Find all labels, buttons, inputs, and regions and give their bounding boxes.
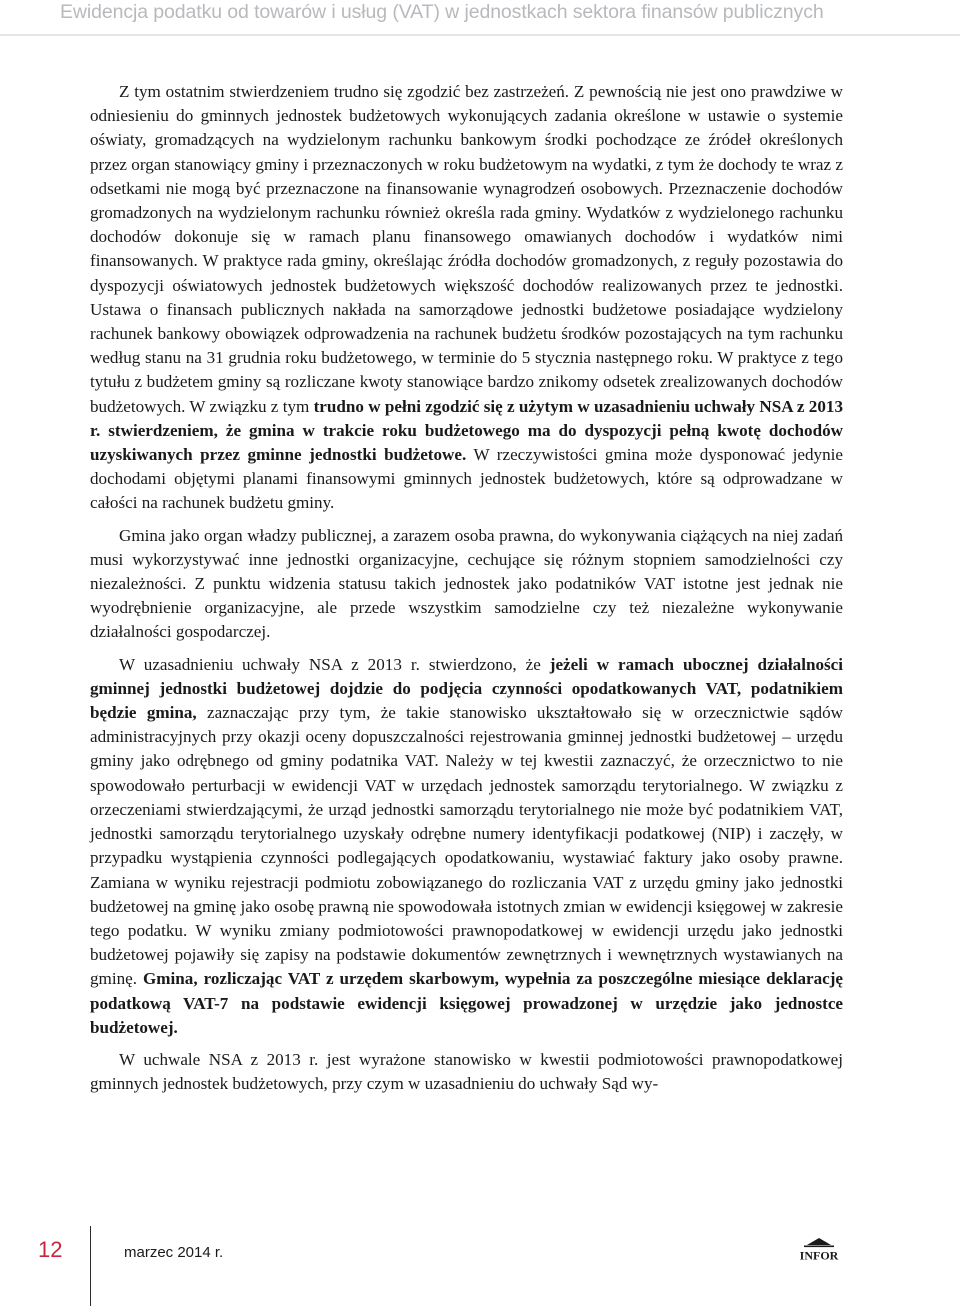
running-header-title: Ewidencja podatku od towarów i usług (VAT) w jednostkach sektora finansów publicznych [60, 1, 824, 23]
article-body [90, 80, 843, 1104]
paragraph-4-text: W uchwale NSA z 2013 r. jest wyrażone stanowisko w kwestii podmiotowości prawnopodatkowej gminnych jednostek budżetowych, przy czym w uzasadnieniu do uchwały Sąd wy- [90, 1049, 843, 1094]
paragraph-3-text-a: W uzasadnieniu uchwały NSA z 2013 r. stwierdzono, że [119, 654, 550, 674]
header-divider [0, 34, 960, 36]
paragraph-2 [90, 524, 843, 645]
paragraph-1-text-a: Z tym ostatnim stwierdzeniem trudno się zgodzić bez zastrzeżeń. Z pewnością nie jest ono prawdziwe w odniesieniu do gminnych jednostek budżetowych wykonujących zadania określone w ustawie o systemie oświaty, gromadzących na wydzielonym rachunku bankowym środki pochodzące ze źródeł określonych przez organ stanowiący gminy i przeznaczonych w roku budżetowym na wydatki, z tym że dochody te wraz z odsetkami nie mogą być przeznaczone na finansowanie wynagrodzeń osobowych. Przeznaczenie dochodów gromadzonych na wydzielonym rachunku również określa rada gminy. Wydatków z wydzielonego rachunku dochodów dokonuje się w ramach planu finansowego omawianych dochodów i wydatków nimi finansowanych. W praktyce rada gminy, określając źródła dochodów gromadzonych, z reguły pozostawia do dyspozycji oświatowych jednostek budżetowych większość dochodów realizowanych przez te jednostki. Ustawa o finansach publicznych nakłada na samorządowe jednostki budżetowe posiadające wydzielony rachunek bankowy obowiązek odprowadzenia na rachunek budżetu środków pozostających na tym rachunku według stanu na 31 grudnia roku budżetowego, w terminie do 5 stycznia następnego roku. W praktyce z tego tytułu z budżetem gminy są rozliczane kwoty stanowiące bardzo znikomy odsetek zrealizowanych dochodów budżetowych. W związku z tym [90, 82, 843, 416]
footer-divider [90, 1226, 91, 1306]
paragraph-3-text-b: zaznaczając przy tym, że takie stanowisko ukształtowało się w orzecznictwie sądów administracyjnych przy okazji oceny dopuszczalności rejestrowania gminnej jednostki budżetowej – urzędu gminy jako odrębnego od gminy podatnika VAT. Należy w tej kwestii zaznaczyć, że orzecznictwo to nie spowodowało perturbacji w ewidencji VAT w urzędach jednostek samorządu terytorialnego. W związku z orzeczeniami stwierdzającymi, że urząd jednostki samorządu terytorialnego nie może być podatnikiem VAT, jednostki samorządu terytorialnego uzyskały odrębne numery identyfikacji podatkowej (NIP) i zaczęły, w przypadku wystąpienia czynności podlegających opodatkowaniu, wystawiać faktury jako osoby prawne. Zamiana w wyniku rejestracji podmiotu zobowiązanego do rozliczania VAT z urzędu gminy jako jednostki budżetowej na gminę jako osobę prawną nie spowodowała istotnych zmian w ewidencji księgowej w zakresie tego podatku. W wyniku zmiany podmiotowości prawnopodatkowej w ewidencji urzędu jako jednostki budżetowej pojawiły się zapisy na podstawie dokumentów zewnętrznych i wewnętrznych wystawianych na gminę. [90, 703, 843, 989]
paragraph-2-text: Gmina jako organ władzy publicznej, a zarazem osoba prawna, do wykonywania ciążących na niej zadań musi wykorzystywać inne jednostki organizacyjne, cechujące się różnym stopniem samodzielności czy niezależności. Z punktu widzenia statusu takich jednostek jako podatników VAT istotne jest jednak nie wyodrębnienie organizacyjne, ale przede wszystkim samodzielne czy też niezależne wykonywanie działalności gospodarczej. [90, 525, 843, 642]
paragraph-1-bold: trudno w pełni zgodzić się z użytym w uzasadnieniu uchwały NSA z 2013 r. stwierdzeniem, że gmina w trakcie roku budżetowego ma do dyspozycji pełną kwotę dochodów uzyskiwanych przez gminne jednostki budżetowe. [90, 396, 843, 465]
paragraph-3-bold-a: jeżeli w ramach ubocznej działalności gminnej jednostki budżetowej dojdzie do podjęcia czynności opodatkowanych VAT, podatnikiem będzie gmina, [90, 654, 843, 723]
paragraph-4 [90, 1048, 843, 1096]
paragraph-1-text-b: W rzeczywistości gmina może dysponować jedynie dochodami objętymi planami finansowymi gminnych jednostek budżetowych, które są odprowadzane w całości na rachunek budżetu gminy. [90, 445, 843, 513]
issue-date: marzec 2014 r. [124, 1244, 224, 1261]
infor-logo-roof-icon [807, 1238, 831, 1245]
infor-logo-text: INFOR [799, 1248, 839, 1263]
paragraph-1 [90, 80, 843, 516]
infor-logo-bar-icon [804, 1246, 834, 1248]
page-number: 12 [38, 1237, 63, 1262]
running-header-band [0, 0, 960, 36]
paragraph-3 [90, 653, 843, 1040]
paragraph-3-bold-b: Gmina, rozliczając VAT z urzędem skarbowym, wypełnia za poszczególne miesiące deklarację podatkową VAT-7 na podstawie ewidencji księgowej prowadzonej w urzędzie jako jednostce budżetowej. [90, 969, 843, 1037]
infor-logo [791, 1237, 847, 1265]
